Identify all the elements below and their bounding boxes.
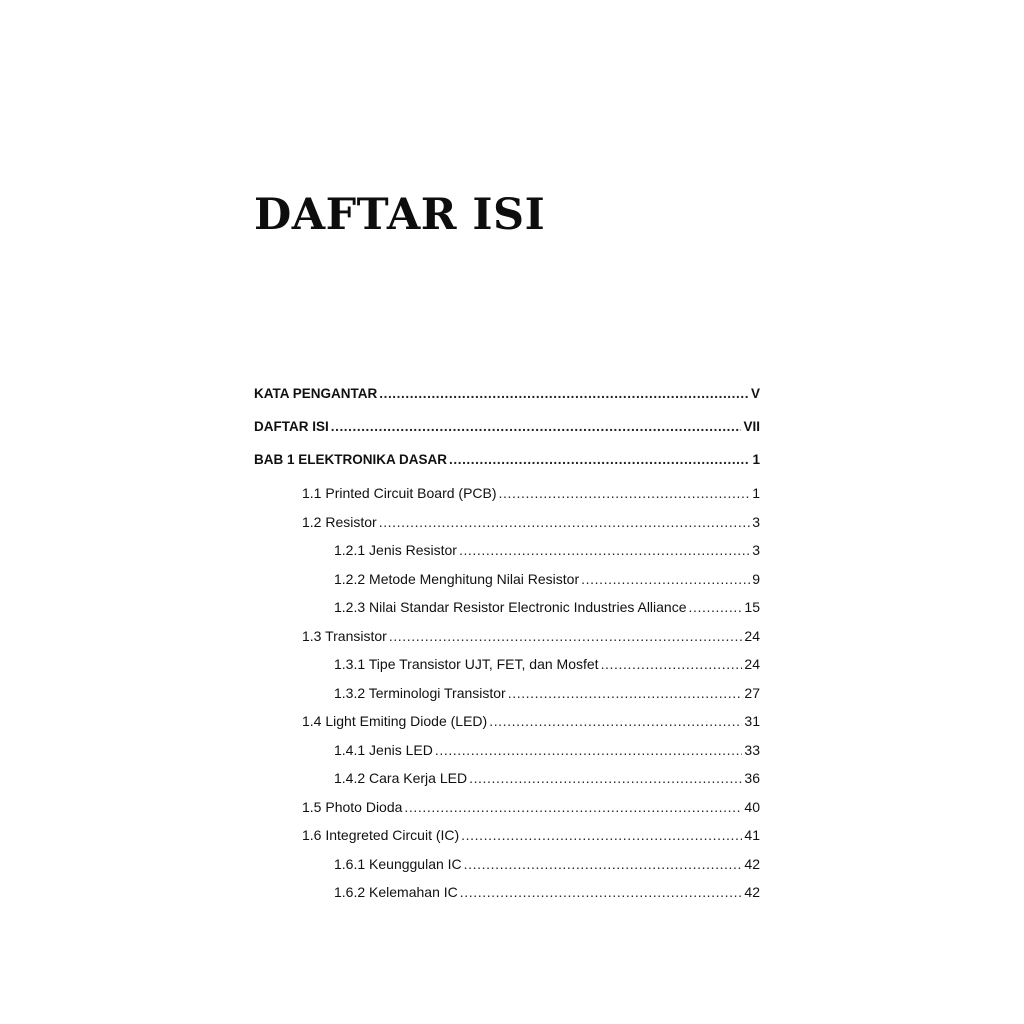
toc-entry-page-number: 1 [752,452,760,467]
toc-entry-label: 1.3.1 Tipe Transistor UJT, FET, dan Mosfet [334,656,599,672]
toc-entry-label: 1.3 Transistor [302,627,387,644]
toc-entry[interactable] [254,413,760,446]
toc-entry[interactable] [254,707,760,736]
dot-leader [435,736,743,765]
toc-entry-page-number: 9 [752,570,760,587]
toc-entry[interactable] [254,565,760,594]
dot-leader [469,764,742,793]
dot-leader [464,850,743,879]
toc-entry-page-number: 24 [744,627,760,644]
toc-entry-label: 1.2.3 Nilai Standar Resistor Electronic Industries Alliance [334,599,687,615]
toc-entry-page-number: 24 [744,656,760,672]
toc-entry[interactable] [254,479,760,508]
dot-leader [489,707,742,736]
toc-entry[interactable] [254,593,760,622]
toc-entry[interactable] [254,878,760,907]
toc-entry-label: 1.1 Printed Circuit Board (PCB) [302,485,497,501]
toc-entry-label: DAFTAR ISI [254,419,329,434]
dot-leader [459,536,750,565]
toc-entry-label: 1.2 Resistor [302,513,377,530]
toc-entry-label: 1.4.1 Jenis LED [334,741,433,758]
toc-entry-page-number: 31 [744,713,760,729]
toc-entry-label: BAB 1 ELEKTRONIKA DASAR [254,452,448,467]
toc-entry[interactable] [254,679,760,708]
toc-entry[interactable] [254,764,760,793]
toc-entry-label: KATA PENGANTAR [254,386,378,401]
toc-entry-page-number: 42 [744,884,760,900]
dot-leader [689,593,743,622]
toc-entry[interactable] [254,508,760,537]
toc-entry-label: 1.4 Light Emiting Diode (LED) [302,713,488,729]
toc-entry-page-number: 3 [752,542,760,558]
toc-entry[interactable] [254,650,760,679]
dot-leader [601,650,743,679]
toc-entry-label: 1.2.2 Metode Menghitung Nilai Resistor [334,570,580,587]
toc-entry-page-number: 3 [752,513,760,530]
toc-entry[interactable] [254,850,760,879]
toc-entry[interactable] [254,793,760,822]
dot-leader [331,413,742,440]
toc-entry-page-number: 15 [744,599,760,615]
dot-leader [449,446,750,473]
dot-leader [460,878,743,907]
toc-entry-label: 1.6 Integreted Circuit (IC) [302,827,460,843]
toc-entry-page-number: 36 [744,770,760,786]
toc-entry[interactable] [254,821,760,850]
table-of-contents [254,380,760,907]
dot-leader [581,565,750,594]
toc-entry-page-number: 42 [744,855,760,872]
toc-entry[interactable] [254,380,760,413]
toc-entry-label: 1.5 Photo Dioda [302,798,403,815]
toc-entry-label: 1.6.1 Keunggulan IC [334,855,462,872]
toc-entry[interactable] [254,736,760,765]
dot-leader [404,793,742,822]
toc-entry-page-number: 40 [744,798,760,815]
toc-entry[interactable] [254,622,760,651]
toc-entry-page-number: V [750,386,760,401]
toc-entry-label: 1.3.2 Terminologi Transistor [334,684,506,701]
toc-entry[interactable] [254,536,760,565]
toc-entry-page-number: 27 [744,684,760,701]
dot-leader [461,821,742,850]
dot-leader [508,679,743,708]
page-title: DAFTAR ISI [254,190,546,240]
toc-entry-page-number: 1 [752,485,760,501]
toc-entry[interactable] [254,446,760,479]
dot-leader [379,508,751,537]
toc-entry-page-number: VII [743,419,760,434]
dot-leader [389,622,743,651]
toc-entry-page-number: 33 [744,741,760,758]
toc-entry-page-number: 41 [744,827,760,843]
dot-leader [379,380,749,407]
dot-leader [499,479,751,508]
toc-entry-label: 1.4.2 Cara Kerja LED [334,770,468,786]
toc-entry-label: 1.6.2 Kelemahan IC [334,884,458,900]
toc-entry-label: 1.2.1 Jenis Resistor [334,542,457,558]
